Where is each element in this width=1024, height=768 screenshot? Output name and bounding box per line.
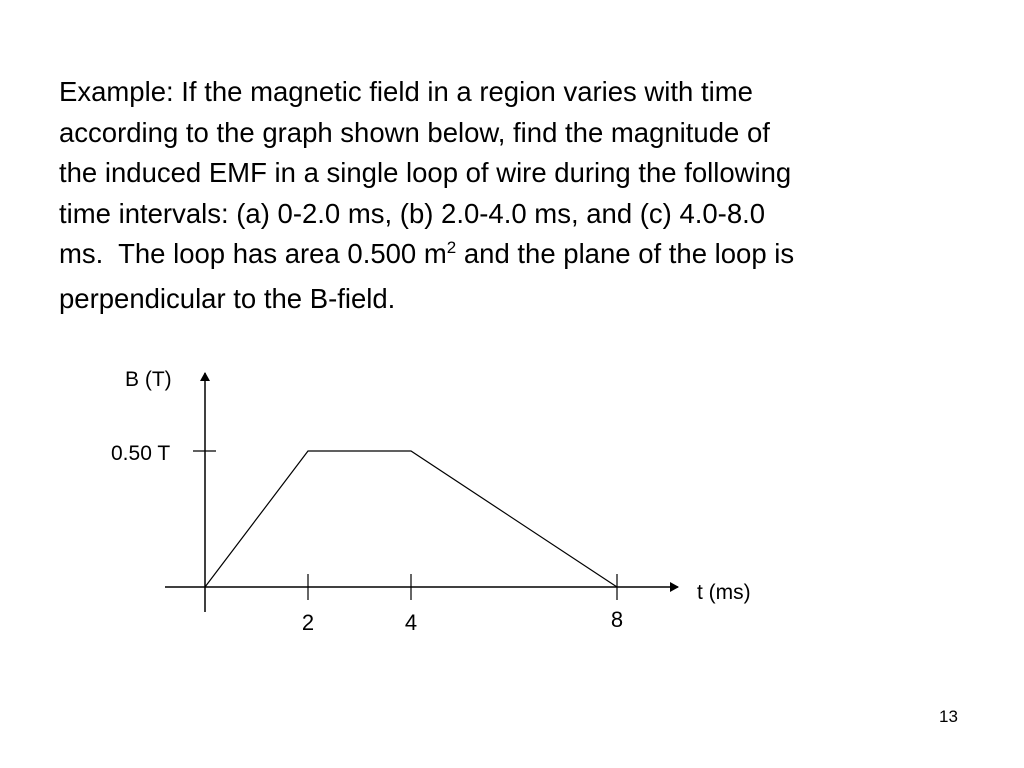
area-exponent: 2 <box>446 238 457 257</box>
x-ticks <box>302 574 623 635</box>
x-axis-label: t (ms) <box>697 581 751 604</box>
problem-text-line-6: perpendicular to the B-field. <box>59 282 396 314</box>
problem-text-line-5-end: and the plane of the loop is <box>456 238 795 269</box>
problem-text-line-5-start: ms. The loop has area 0.500 m <box>59 238 447 269</box>
x-tick-label-2: 2 <box>301 610 315 635</box>
problem-text-line-4: time intervals: (a) 0-2.0 ms, (b) 2.0-4.0 ms, and (c) 4.0-8.0 <box>59 197 766 229</box>
page-number: 13 <box>939 707 958 726</box>
y-axis-label: B (T) <box>125 368 172 391</box>
b-field-line <box>205 451 617 587</box>
problem-text-line-1: Example: If the magnetic field in a region varies with time <box>59 76 753 107</box>
x-tick-label-4: 4 <box>404 610 418 635</box>
problem-text-line-2: according to the graph shown below, find the magnitude of <box>59 116 770 148</box>
problem-text-line-3: the induced EMF in a single loop of wire during the following <box>59 157 792 188</box>
y-tick-label: 0.50 T <box>111 442 171 465</box>
x-tick-label-8: 8 <box>610 607 624 632</box>
